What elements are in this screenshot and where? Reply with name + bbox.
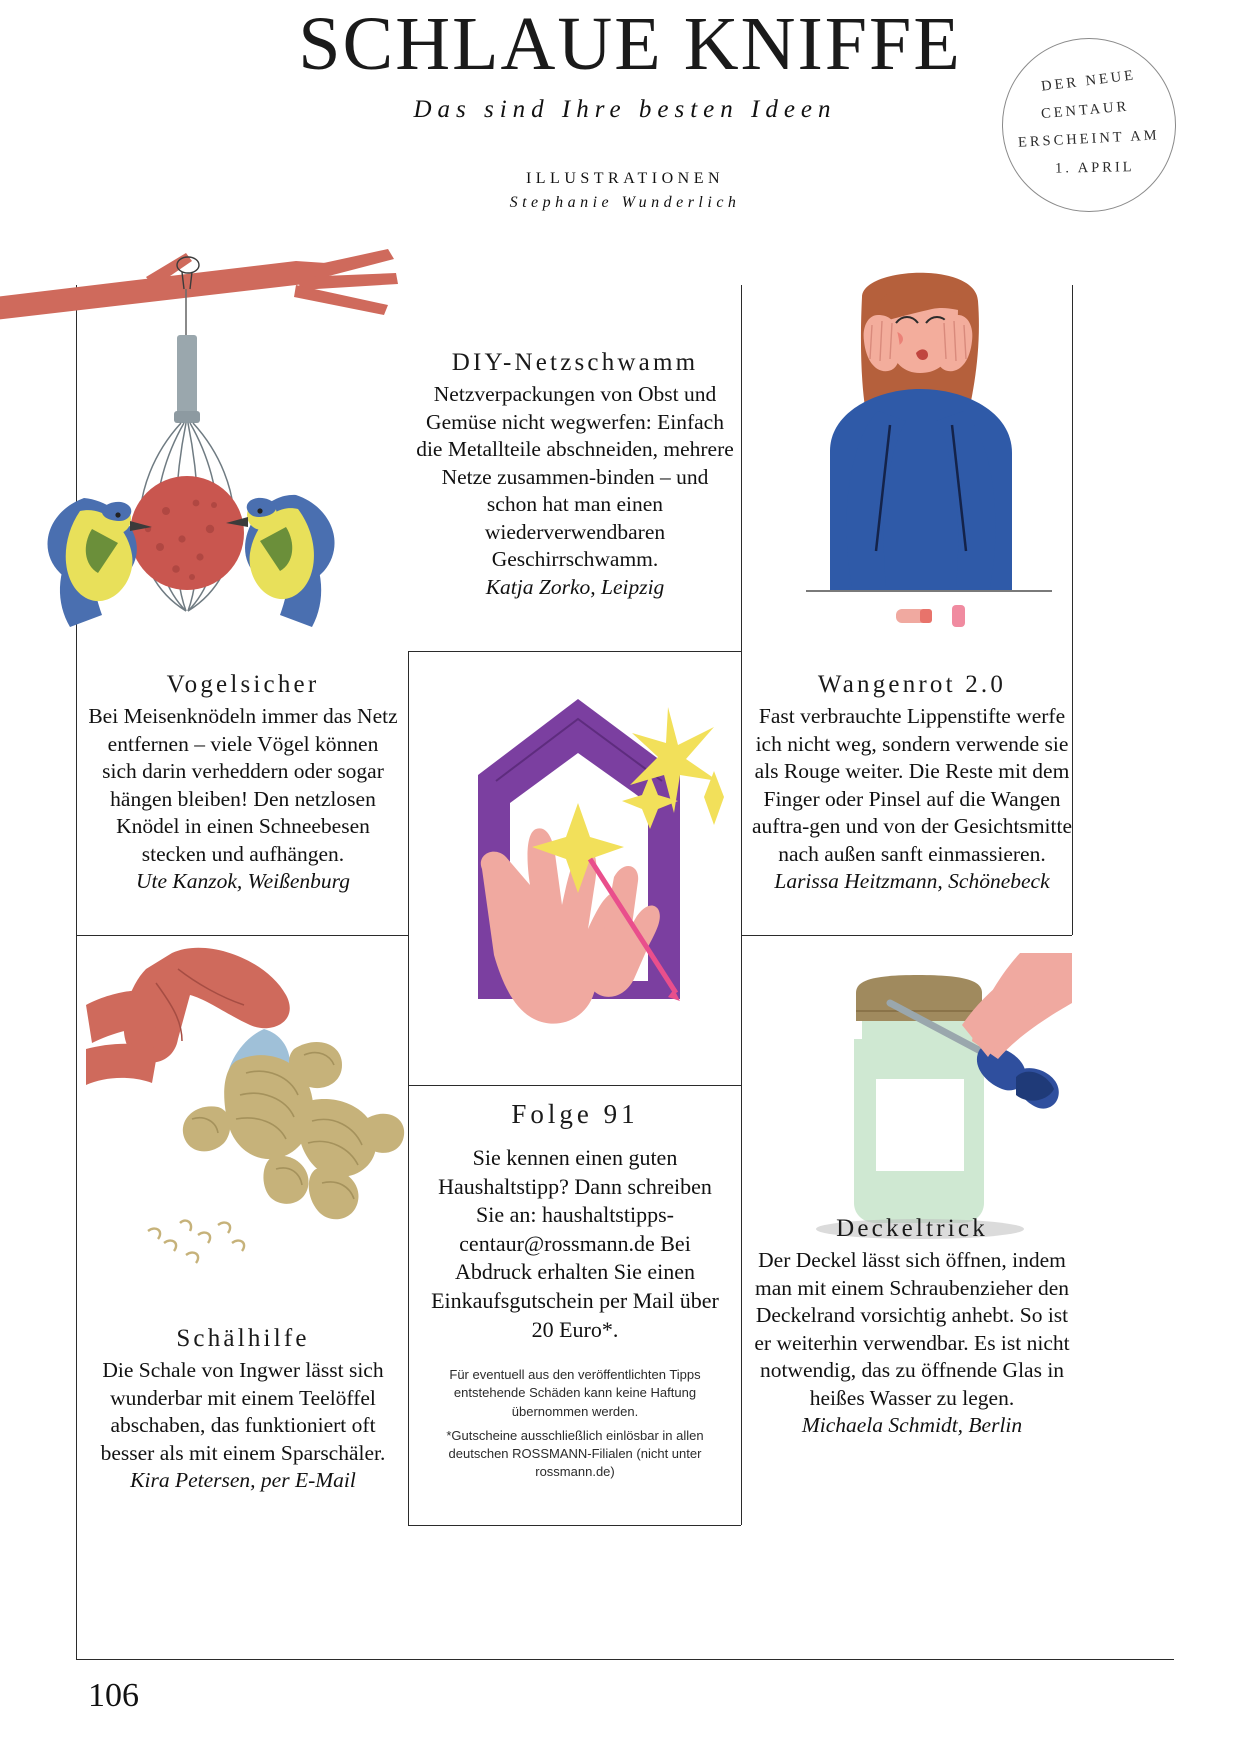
page-title: SCHLAUE KNIFFE [298, 2, 962, 86]
tip-title: DIY-Netzschwamm [451, 349, 699, 376]
callout-fineprint-2: *Gutscheine ausschließlich einlösbar in allen deutschen ROSSMANN-Filialen (nicht unter rossmann.de) [446, 1427, 704, 1480]
stamp-line-1: DER NEUE [1040, 67, 1138, 95]
illustration-woman-blush [766, 261, 1072, 661]
rule-netzschwamm-bottom [408, 651, 741, 652]
tip-title: Schälhilfe [176, 1325, 310, 1352]
tip-author: Ute Kanzok, Weißenburg [136, 869, 350, 894]
illustration-ginger-spoon [86, 943, 406, 1293]
divider-schaelhilfe-right [408, 935, 409, 1525]
stamp-line-3: ERSCHEINT AM [1017, 127, 1161, 151]
tips-grid [76, 253, 1174, 1659]
divider-vogelsicher-right [408, 651, 409, 935]
stamp-line-2: CENTAUR [1040, 98, 1130, 123]
announcement-stamp [1002, 38, 1176, 212]
tip-wangenrot [752, 671, 1072, 896]
page-header [0, 0, 1250, 212]
tip-deckeltrick [752, 1215, 1072, 1440]
tip-body: Bei Meisenknödeln immer das Netz entfernen – viele Vögel können sich darin verheddern oder sogar hängen bleiben! Den netzlosen Knödel in einen Schneebesen stecken und aufhängen. [88, 704, 398, 866]
callout-folge [424, 1099, 726, 1481]
rule-page-bottom [76, 1659, 1174, 1660]
tip-body: Die Schale von Ingwer lässt sich wunderbar mit einem Teelöffel abschaben, das funktioniert oft besser als mit einem Sparschäler. [100, 1358, 386, 1465]
rule-callout-bottom [408, 1525, 741, 1526]
tip-author: Katja Zorko, Leipzig [485, 574, 665, 599]
callout-fineprint-1: Für eventuell aus den veröffentlichten Tipps entstehende Schäden kann keine Haftung übernommen werden. [449, 1367, 701, 1419]
divider-wangenrot-right [1072, 285, 1073, 935]
tip-title: Deckeltrick [836, 1215, 988, 1242]
tip-body: Netzverpackungen von Obst und Gemüse nicht wegwerfen: Einfach die Metallteile abschneiden, mehrere Netze zusammen-binden – und schon hat man einen wiederverwendbaren Geschirrschwamm. [416, 382, 734, 572]
tip-vogelsicher [88, 671, 398, 896]
stamp-line-4: 1. APRIL [1055, 159, 1135, 177]
tip-author: Larissa Heitzmann, Schönebeck [774, 869, 1050, 894]
divider-middle-lower-right [741, 935, 742, 1525]
rule-wangenrot-bottom [741, 935, 1072, 936]
tip-body: Fast verbrauchte Lippenstifte werfe ich nicht weg, sondern verwende sie als Rouge weiter. Die Reste mit dem Finger oder Pinsel auf die Wangen auftra-gen und von der Gesichtsmitte nach außen sanft einmassieren. [752, 704, 1072, 866]
tip-diy-netzschwamm [416, 349, 734, 602]
divider-netzschwamm-right [741, 285, 742, 935]
rule-callout-top [408, 1085, 741, 1086]
credit-label: ILLUSTRATIONEN [525, 170, 725, 187]
tip-author: Kira Petersen, per E-Mail [130, 1468, 356, 1493]
callout-title: Folge 91 [511, 1099, 639, 1129]
callout-body: Sie kennen einen guten Haushaltstipp? Dann schreiben Sie an: haushaltstipps-centaur@rossmann.de Bei Abdruck erhalten Sie einen Einkaufsgutschein per Mail über 20 Euro*. [431, 1145, 719, 1342]
tip-title: Wangenrot 2.0 [817, 671, 1007, 698]
credit-name: Stephanie Wunderlich [509, 194, 741, 211]
tip-schaelhilfe [88, 1325, 398, 1495]
tip-author: Michaela Schmidt, Berlin [801, 1413, 1023, 1438]
page-number: 106 [88, 1677, 139, 1714]
illustration-house-hands-stars [418, 663, 736, 1075]
page-subtitle: Das sind Ihre besten Ideen [413, 96, 837, 123]
illustration-birds-whisk [0, 243, 416, 653]
tip-body: Der Deckel lässt sich öffnen, indem man mit einem Schraubenzieher den Deckelrand vorsichtig anhebt. So ist er weiterhin verwendbar. Es ist nicht notwendig, das zu öffnende Glas in heißes Wasser zu legen. [754, 1248, 1070, 1410]
rule-vogelsicher-bottom [76, 935, 408, 936]
tip-title: Vogelsicher [166, 671, 320, 698]
